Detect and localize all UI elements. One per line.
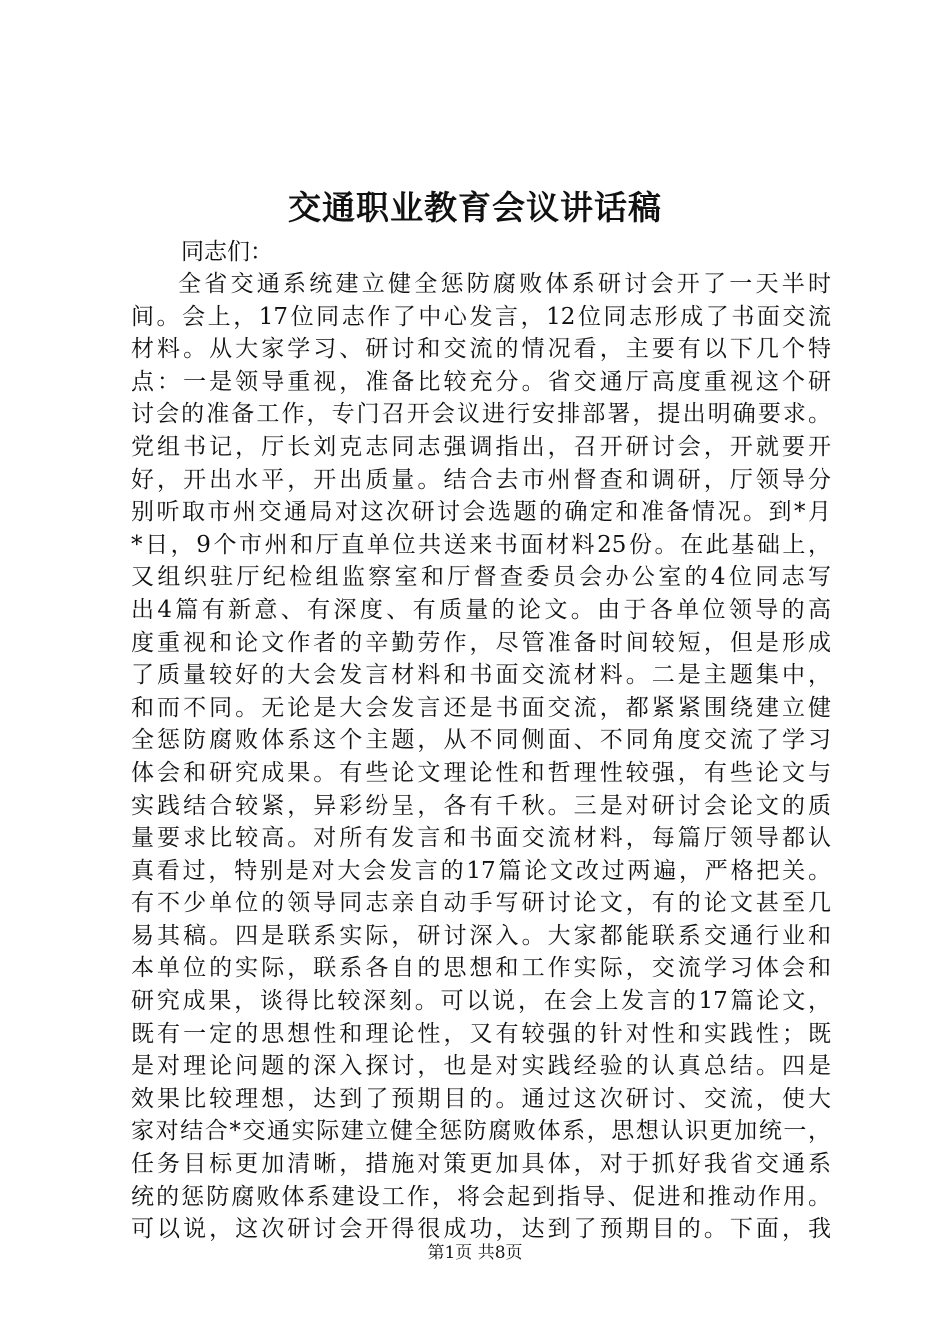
body-line: 任务目标更加清晰，措施对策更加具体，对于抓好我省交通系 (131, 1151, 831, 1178)
body-line: 本单位的实际，联系各自的思想和工作实际，交流学习体会和 (131, 955, 831, 982)
body-line: 和而不同。无论是大会发言还是书面交流，都紧紧围绕建立健 (131, 694, 831, 721)
body-line: 研究成果，谈得比较深刻。可以说，在会上发言的17篇论文， (131, 988, 831, 1015)
body-line: 有不少单位的领导同志亲自动手写研讨论文，有的论文甚至几 (131, 890, 831, 917)
body-line: 讨会的准备工作，专门召开会议进行安排部署，提出明确要求。 (131, 401, 831, 428)
body-line: 全省交通系统建立健全惩防腐败体系研讨会开了一天半时 (178, 271, 831, 297)
body-line: 统的惩防腐败体系建设工作，将会起到指导、促进和推动作用。 (131, 1183, 831, 1210)
body-line: 易其稿。四是联系实际，研讨深入。大家都能联系交通行业和 (131, 922, 831, 949)
body-line: 效果比较理想，达到了预期目的。通过这次研讨、交流，使大 (131, 1085, 831, 1112)
body-line: 体会和研究成果。有些论文理论性和哲理性较强，有些论文与 (131, 759, 831, 786)
body-line: 家对结合*交通实际建立健全惩防腐败体系，思想认识更加统一， (131, 1118, 831, 1145)
body-line: 间。会上，17位同志作了中心发言，12位同志形成了书面交流 (131, 303, 831, 330)
body-line: 真看过，特别是对大会发言的17篇论文改过两遍，严格把关。 (131, 857, 831, 884)
body-line: 可以说，这次研讨会开得很成功，达到了预期目的。下面，我 (131, 1216, 831, 1243)
body-line: 出4篇有新意、有深度、有质量的论文。由于各单位领导的高 (131, 596, 831, 623)
body-line: 别听取市州交通局对这次研讨会选题的确定和准备情况。到*月 (131, 499, 831, 526)
body-line: *日，9个市州和厅直单位共送来书面材料25份。在此基础上， (131, 531, 831, 558)
body-line: 又组织驻厅纪检组监察室和厅督查委员会办公室的4位同志写 (131, 564, 831, 591)
body-line: 度重视和论文作者的辛勤劳作，尽管准备时间较短，但是形成 (131, 629, 831, 656)
body-line: 点：一是领导重视，准备比较充分。省交通厅高度重视这个研 (131, 368, 831, 395)
body-line: 全惩防腐败体系这个主题，从不同侧面、不同角度交流了学习 (131, 727, 831, 754)
body-line: 好，开出水平，开出质量。结合去市州督查和调研，厅领导分 (131, 466, 831, 493)
body-line: 既有一定的思想性和理论性，又有较强的针对性和实践性；既 (131, 1020, 831, 1047)
body-line: 实践结合较紧，异彩纷呈，各有千秋。三是对研讨会论文的质 (131, 792, 831, 819)
body-line: 了质量较好的大会发言材料和书面交流材料。二是主题集中， (131, 662, 831, 689)
body-line: 材料。从大家学习、研讨和交流的情况看，主要有以下几个特 (131, 336, 831, 363)
body-line: 党组书记，厅长刘克志同志强调指出，召开研讨会，开就要开 (131, 433, 831, 460)
document-title: 交通职业教育会议讲话稿 (288, 188, 662, 227)
body-line: 是对理论问题的深入探讨，也是对实践经验的认真总结。四是 (131, 1053, 831, 1080)
body-text (131, 268, 831, 1246)
page-number: 第1页 共8页 (427, 1243, 523, 1263)
salutation: 同志们： (181, 239, 273, 265)
body-line: 量要求比较高。对所有发言和书面交流材料，每篇厅领导都认 (131, 825, 831, 852)
